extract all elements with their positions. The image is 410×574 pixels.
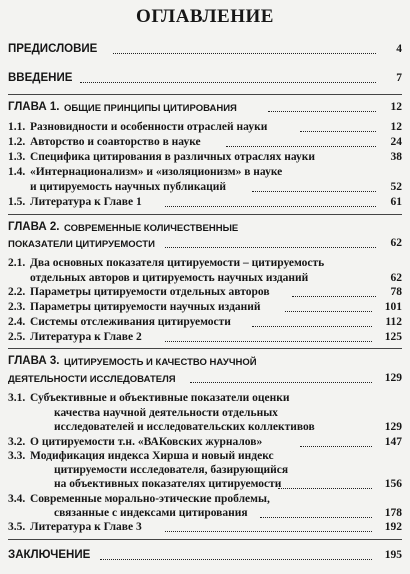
leader-dots (300, 446, 372, 447)
leader-dots (292, 296, 376, 297)
introduction-page: 7 (396, 72, 402, 84)
divider (8, 539, 402, 540)
leader-dots (165, 206, 376, 207)
entry-number: 1.3. (8, 151, 26, 163)
entry-number: 2.1. (8, 257, 26, 269)
entry-page: 112 (385, 316, 402, 328)
leader-dots (80, 82, 376, 83)
chapter-3-title-continued: ДЕЯТЕЛЬНОСТИ ИССЛЕДОВАТЕЛЯ (8, 374, 176, 385)
entry-number: 3.2. (8, 436, 26, 448)
entry-page: 192 (384, 521, 402, 533)
entry-number: 3.4. (8, 493, 26, 505)
leader-dots (252, 191, 376, 192)
entry-text: Литература к Главе 1 (30, 196, 142, 208)
entry-number: 1.4. (8, 166, 26, 178)
leader-dots (165, 247, 376, 248)
leader-dots (268, 111, 376, 112)
entry-text-continued: исследователей и исследовательских коллективов (54, 421, 315, 433)
entry-page: 38 (390, 151, 402, 163)
divider (8, 348, 402, 349)
entry-text: Параметры цитируемости отдельных авторов (30, 286, 270, 298)
entry-number: 2.3. (8, 301, 26, 313)
entry-number: 2.5. (8, 331, 26, 343)
entry-text-continued: качества научной деятельности отдельных (54, 407, 278, 419)
entry-text: Литература к Главе 2 (30, 331, 142, 343)
entry-page: 12 (390, 121, 402, 133)
entry-text: Современные морально-этические проблемы, (30, 493, 270, 505)
entry-page: 78 (390, 286, 402, 298)
entry-page: 156 (384, 478, 402, 490)
conclusion-label: ЗАКЛЮЧЕНИЕ (8, 549, 91, 561)
entry-text: Литература к Главе 3 (30, 521, 142, 533)
leader-dots (285, 311, 372, 312)
entry-text: Системы отслеживания цитируемости (30, 316, 231, 328)
entry-text: «Интернационализм» и «изоляционизм» в науке (30, 166, 283, 178)
entry-page: 125 (384, 331, 402, 343)
entry-page: 147 (384, 436, 402, 448)
entry-text: Авторство и соавторство в науке (30, 136, 201, 148)
entry-number: 2.4. (8, 316, 26, 328)
chapter-3-title: ЦИТИРУЕМОСТЬ И КАЧЕСТВО НАУЧНОЙ (64, 357, 257, 368)
introduction-label: ВВЕДЕНИЕ (8, 72, 73, 84)
preface-page: 4 (396, 43, 402, 55)
entry-number: 2.2. (8, 286, 26, 298)
chapter-2-title: СОВРЕМЕННЫЕ КОЛИЧЕСТВЕННЫЕ (64, 223, 239, 234)
leader-dots (165, 531, 372, 532)
entry-text: Субъективные и объективные показатели оценки (30, 392, 290, 404)
divider (8, 94, 402, 95)
entry-page: 24 (390, 136, 402, 148)
leader-dots (113, 53, 376, 54)
preface-label: ПРЕДИСЛОВИЕ (8, 43, 98, 55)
entry-text-continued: на объективных показателях цитируемости (54, 478, 282, 490)
entry-page: 61 (390, 196, 402, 208)
leader-dots (190, 382, 372, 383)
entry-text-continued: и цитируемость научных публикаций (30, 181, 227, 193)
leader-dots (300, 131, 376, 132)
entry-page: 62 (390, 272, 402, 284)
entry-page: 178 (384, 507, 402, 519)
leader-dots (226, 146, 376, 147)
entry-number: 3.1. (8, 392, 26, 404)
leader-dots (165, 341, 372, 342)
chapter-2-lead: ГЛАВА 2. (8, 221, 60, 233)
entry-text-continued: отдельных авторов и цитируемость научных изданий (30, 272, 309, 284)
entry-text: Параметры цитируемости научных изданий (30, 301, 261, 313)
entry-text-continued: связанные с индексами цитирования (54, 507, 248, 519)
entry-text-continued: цитируемости исследователя, базирующийся (54, 464, 289, 476)
entry-number: 1.5. (8, 196, 26, 208)
chapter-2-title-continued: ПОКАЗАТЕЛИ ЦИТИРУЕМОСТИ (8, 239, 155, 250)
leader-dots (260, 517, 372, 518)
divider (8, 214, 402, 215)
toc-title: ОГЛАВЛЕНИЕ (136, 6, 274, 27)
entry-number: 3.3. (8, 450, 26, 462)
chapter-1-lead: ГЛАВА 1. (8, 101, 60, 113)
entry-text: Специфика цитирования в различных отраслях науки (30, 151, 316, 163)
chapter-3-lead: ГЛАВА 3. (8, 355, 60, 367)
entry-text: О цитируемости т.н. «ВАКовских журналов» (30, 436, 263, 448)
chapter-1-title: ОБЩИЕ ПРИНЦИПЫ ЦИТИРОВАНИЯ (64, 103, 237, 114)
entry-text: Модификация индекса Хирша и новый индекс (30, 450, 274, 462)
entry-text: Разновидности и особенности отраслей науки (30, 121, 268, 133)
entry-page: 52 (390, 181, 402, 193)
leader-dots (278, 488, 372, 489)
entry-page: 129 (384, 421, 402, 433)
conclusion-page: 195 (384, 549, 402, 561)
chapter-2-page: 62 (390, 237, 402, 249)
entry-number: 3.5. (8, 521, 26, 533)
chapter-3-page: 129 (384, 372, 402, 384)
entry-page: 101 (384, 301, 402, 313)
leader-dots (100, 559, 372, 560)
entry-number: 1.1. (8, 121, 26, 133)
entry-number: 1.2. (8, 136, 26, 148)
leader-dots (252, 326, 372, 327)
entry-text: Два основных показателя цитируемости – цитируемость (30, 257, 325, 269)
chapter-1-page: 12 (390, 101, 402, 113)
